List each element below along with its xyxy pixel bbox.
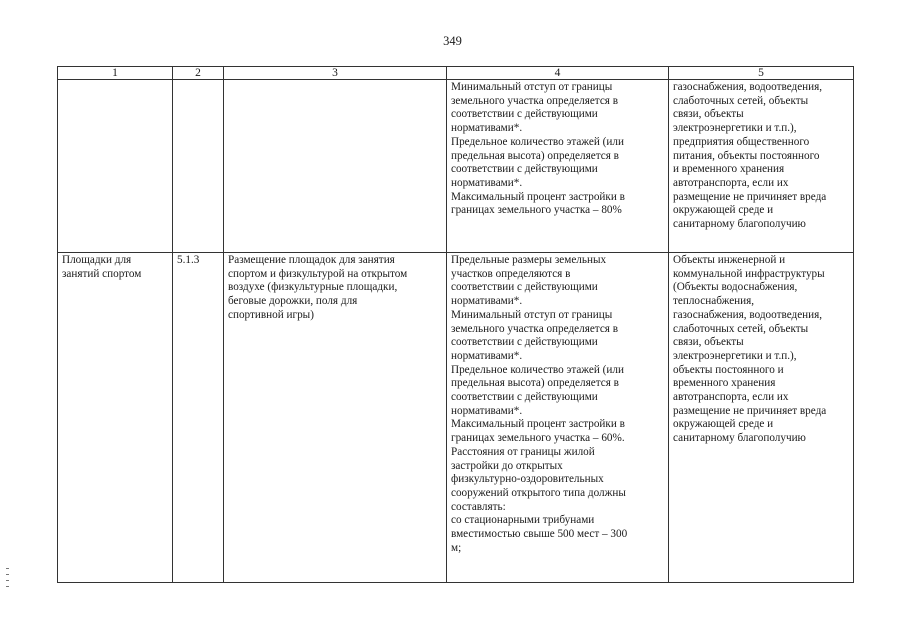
cell-text-line: нормативами*. — [451, 122, 523, 135]
cell-text-line: окружающей среде и — [673, 204, 774, 217]
cell-text-line: предприятия общественного — [673, 135, 810, 148]
cell-text-line: физкультурно-оздоровительных — [451, 473, 604, 486]
scan-edge-mark — [6, 586, 9, 587]
cell-text-line: вместимостью свыше 500 мест – 300 — [451, 528, 628, 541]
table-cell-col-1 — [58, 253, 173, 583]
cell-text-line: газоснабжения, водоотведения, — [673, 81, 823, 93]
cell-text-line: слаботочных сетей, объекты — [673, 94, 809, 107]
cell-text-line: Предельное количество этажей (или — [451, 135, 624, 148]
table-cell-col-2 — [173, 253, 224, 583]
cell-text-line: соответствии с действующими — [451, 163, 598, 176]
table-body — [58, 80, 854, 583]
land-use-table — [57, 66, 854, 583]
cell-text-line: нормативами*. — [451, 404, 523, 417]
cell-text-line: земельного участка определяется в — [451, 94, 619, 107]
cell-text-line: питания, объекты постоянного — [673, 149, 820, 162]
header-row — [58, 67, 854, 80]
cell-text-line: границах земельного участка – 60%. — [451, 432, 625, 445]
cell-text-line: нормативами*. — [451, 176, 523, 189]
cell-text-line: теплоснабжения, — [673, 295, 755, 308]
cell-text-line: нормативами*. — [451, 349, 523, 362]
cell-text-line: Максимальный процент застройки в — [451, 418, 625, 431]
cell-text-line: Предельное количество этажей (или — [451, 363, 624, 376]
cell-text-line: Размещение площадок для занятия — [228, 254, 395, 266]
cell-text-line: соответствии с действующими — [451, 108, 598, 121]
cell-text-line: Расстояния от границы жилой — [451, 445, 595, 458]
cell-text-line: беговые дорожки, поля для — [228, 295, 358, 308]
table-cell-col-3 — [224, 80, 447, 253]
cell-text-line: воздухе (физкультурные площадки, — [228, 281, 398, 294]
cell-text-line: соответствии с действующими — [451, 391, 598, 404]
cell-text-line: сооружений открытого типа должны — [451, 486, 626, 499]
cell-text-line: коммунальной инфраструктуры — [673, 267, 825, 280]
cell-text-line: составлять: — [451, 500, 506, 513]
cell-text-line: Предельные размеры земельных — [451, 254, 607, 266]
cell-text-line: связи, объекты — [673, 108, 744, 121]
scan-edge-mark — [6, 574, 9, 575]
cell-text-line: связи, объекты — [673, 336, 744, 349]
cell-text-line: занятий спортом — [62, 267, 142, 280]
cell-text-line: Объекты инженерной и — [673, 254, 786, 266]
cell-text-line: Минимальный отступ от границы — [451, 81, 613, 93]
cell-text-line: автотранспорта, если их — [673, 176, 789, 189]
cell-text-line: размещение не причиняет вреда — [673, 190, 827, 203]
table-cell-col-5 — [669, 80, 854, 253]
cell-text-line: застройки до открытых — [451, 459, 563, 472]
cell-text-line: спортивной игры) — [228, 308, 314, 321]
cell-text-line: соответствии с действующими — [451, 336, 598, 349]
cell-text-line: границах земельного участка – 80% — [451, 204, 622, 217]
cell-text-line: соответствии с действующими — [451, 281, 598, 294]
table-row — [58, 80, 854, 253]
table-cell-col-1 — [58, 80, 173, 253]
cell-text-line: 5.1.3 — [177, 254, 200, 266]
cell-text-line: нормативами*. — [451, 295, 523, 308]
cell-text-line: предельная высота) определяется в — [451, 149, 619, 162]
table-cell-col-4 — [447, 80, 669, 253]
cell-text-line: м; — [451, 541, 462, 554]
cell-text-line: окружающей среде и — [673, 418, 774, 431]
header-col-3: 3 — [224, 67, 447, 80]
cell-text-line: временного хранения — [673, 377, 776, 390]
cell-text-line: электроэнергетики и т.п.), — [673, 349, 797, 362]
cell-text-line: электроэнергетики и т.п.), — [673, 122, 797, 135]
cell-text-line: размещение не причиняет вреда — [673, 404, 827, 417]
table-cell-col-2 — [173, 80, 224, 253]
header-col-4: 4 — [447, 67, 669, 80]
table-cell-col-4 — [447, 253, 669, 583]
table-cell-col-5 — [669, 253, 854, 583]
cell-text-line: (Объекты водоснабжения, — [673, 281, 798, 294]
cell-text-line: спортом и физкультурой на открытом — [228, 267, 408, 280]
cell-text-line: объекты постоянного и — [673, 363, 784, 376]
header-col-2: 2 — [173, 67, 224, 80]
cell-text-line: и временного хранения — [673, 163, 785, 176]
cell-text-line: со стационарными трибунами — [451, 514, 595, 527]
cell-text-line: Минимальный отступ от границы — [451, 308, 613, 321]
cell-text-line: газоснабжения, водоотведения, — [673, 308, 823, 321]
cell-text-line: участков определяются в — [451, 267, 571, 280]
header-col-5: 5 — [669, 67, 854, 80]
cell-text-line: слаботочных сетей, объекты — [673, 322, 809, 335]
cell-text-line: Максимальный процент застройки в — [451, 190, 625, 203]
cell-text-line: автотранспорта, если их — [673, 391, 789, 404]
scan-edge-mark — [6, 580, 9, 581]
table-row — [58, 253, 854, 583]
page-number: 349 — [443, 34, 462, 48]
cell-text-line: земельного участка определяется в — [451, 322, 619, 335]
cell-text-line: предельная высота) определяется в — [451, 377, 619, 390]
scan-edge-mark — [6, 568, 9, 569]
table-cell-col-3 — [224, 253, 447, 583]
cell-text-line: Площадки для — [62, 254, 132, 266]
cell-text-line: санитарному благополучию — [673, 218, 806, 231]
header-col-1: 1 — [58, 67, 173, 80]
cell-text-line: санитарному благополучию — [673, 432, 806, 445]
